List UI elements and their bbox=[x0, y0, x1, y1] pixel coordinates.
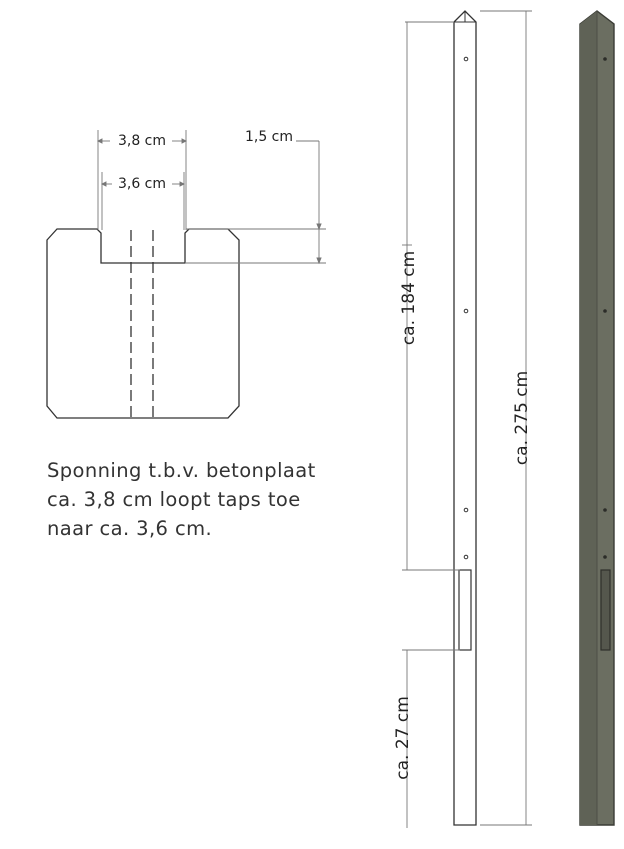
dark-post-hole bbox=[603, 555, 607, 559]
dim-lower-label: ca. 27 cm bbox=[393, 696, 413, 780]
cross-section bbox=[47, 129, 326, 418]
caption-line: naar ca. 3,6 cm. bbox=[47, 517, 213, 540]
post-rendered-dark bbox=[580, 11, 614, 825]
dark-post-hole bbox=[603, 508, 607, 512]
post-outline-body bbox=[454, 11, 476, 825]
caption-line: Sponning t.b.v. betonplaat bbox=[47, 459, 316, 482]
dim-upper-label: ca. 184 cm bbox=[399, 250, 419, 346]
dark-post-left-face bbox=[580, 11, 597, 825]
dim-total-label: ca. 275 cm bbox=[512, 370, 532, 466]
dim-bottom-width-label: 3,6 cm bbox=[117, 176, 167, 192]
post-outline-drawing bbox=[454, 11, 476, 825]
dim-depth bbox=[186, 141, 326, 263]
dark-post-hole bbox=[603, 309, 607, 313]
cross-section-outline bbox=[47, 229, 239, 418]
caption bbox=[47, 456, 367, 543]
dark-post-hole bbox=[603, 57, 607, 61]
caption-line: ca. 3,8 cm loopt taps toe bbox=[47, 488, 301, 511]
dim-depth-label: 1,5 cm bbox=[244, 129, 294, 145]
dark-post-slot bbox=[601, 570, 610, 650]
dim-top-width-label: 3,8 cm bbox=[117, 133, 167, 149]
